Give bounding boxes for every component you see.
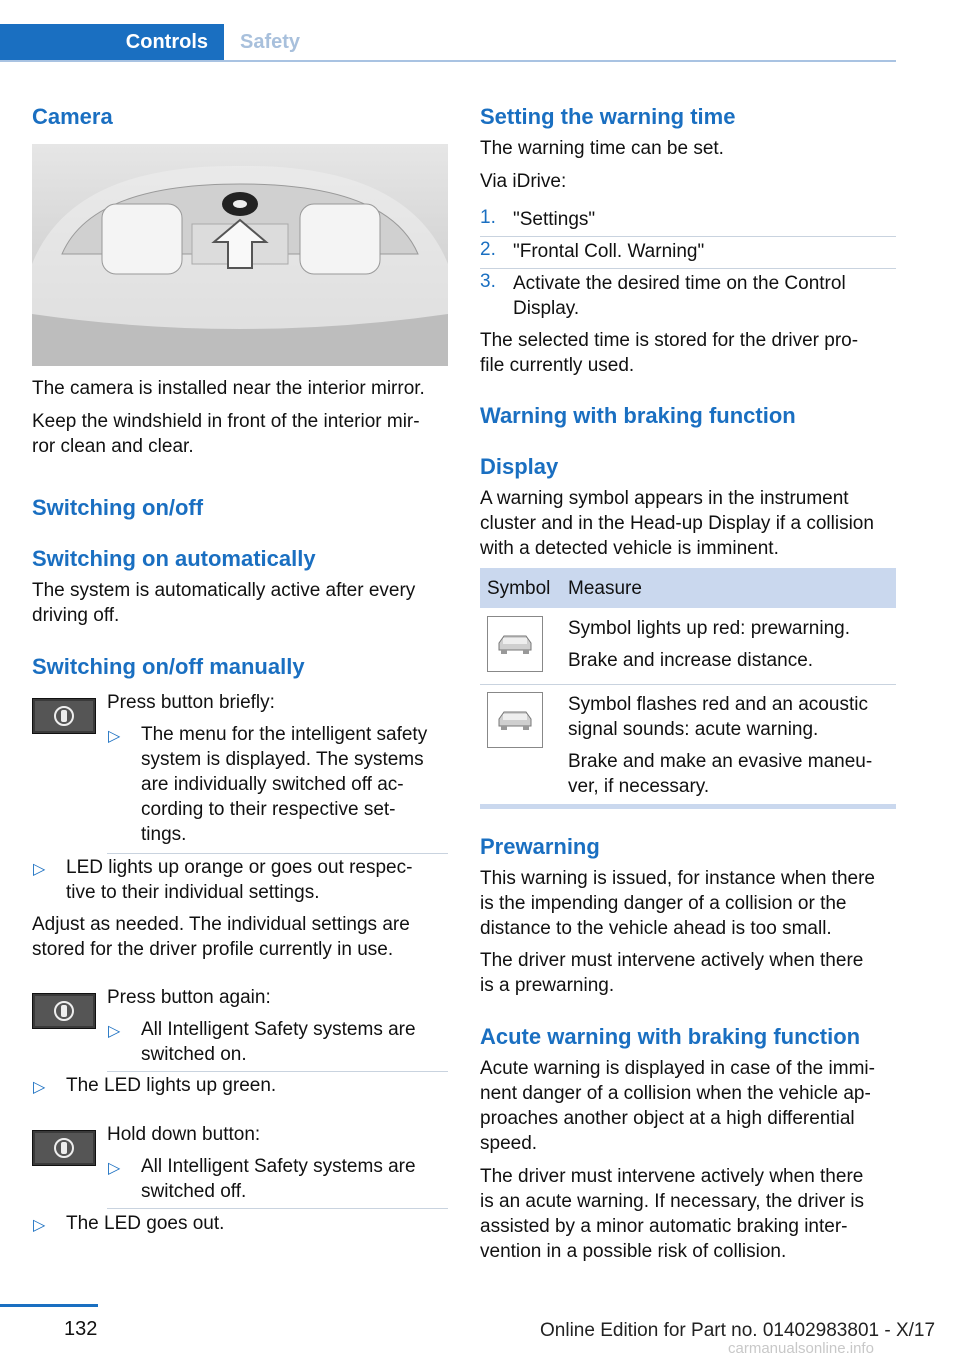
- press2-b1-l1: All Intelligent Safety systems are: [141, 1019, 416, 1040]
- footer-rule: [0, 1304, 98, 1307]
- braking-heading: Warning with braking function: [480, 403, 796, 428]
- step-3-cont: Display.: [513, 298, 580, 319]
- acute-p2-l2: is an acute warning. If necessary, the driver is: [480, 1191, 865, 1212]
- camera-photo: [32, 144, 448, 366]
- display-l2: cluster and in the Head-up Display if a collision: [480, 513, 874, 534]
- tab-controls[interactable]: [0, 24, 224, 62]
- press1-b1-l4: cording to their respective set-: [141, 799, 396, 820]
- press-briefly: Press button briefly:: [107, 692, 275, 713]
- switch-heading: Switching on/off: [32, 495, 204, 520]
- camera-para-1: The camera is installed near the interior mirror.: [32, 378, 425, 399]
- row1-l2: Brake and increase distance.: [568, 650, 814, 671]
- acute-heading: Acute warning with braking function: [480, 1024, 861, 1049]
- press1-b1-l5: tings.: [141, 824, 187, 845]
- safety-button-icon: [32, 993, 96, 1029]
- step-1-num: 1.: [480, 207, 496, 228]
- adjust-l1: Adjust as needed. The individual settings are: [32, 914, 410, 935]
- divider: [107, 853, 448, 854]
- warning-time-para: The warning time can be set.: [480, 138, 724, 159]
- manual-heading: Switching on/off manually: [32, 654, 305, 679]
- press-again: Press button again:: [107, 987, 271, 1008]
- press1-b2-l2: tive to their individual settings.: [66, 882, 320, 903]
- safety-button-icon: [32, 1130, 96, 1166]
- prewarn-p1-l2: is the impending danger of a collision or the: [480, 893, 847, 914]
- page-number: 132: [64, 1318, 98, 1340]
- divider: [107, 1208, 448, 1209]
- hold-b1-l2: switched off.: [141, 1181, 247, 1202]
- footer-edition: Online Edition for Part no. 01402983801 - X/17: [540, 1320, 936, 1341]
- press2-b2: The LED lights up green.: [66, 1075, 277, 1096]
- press1-b1-l1: The menu for the intelligent safety: [141, 724, 428, 745]
- watermark: carmanualsonline.info: [728, 1340, 874, 1357]
- table-bottom-rule: [480, 804, 896, 809]
- adjust-l2: stored for the driver profile currently in use.: [32, 939, 394, 960]
- step-1-text: "Settings": [513, 209, 596, 230]
- divider: [107, 1071, 448, 1072]
- divider: [480, 236, 896, 237]
- camera-para-2a: Keep the windshield in front of the interior mir-: [32, 411, 420, 432]
- stored-l2: file currently used.: [480, 355, 635, 376]
- table-col-measure: Measure: [568, 578, 642, 599]
- divider: [480, 268, 896, 269]
- bullet-icon: ▷: [108, 728, 121, 745]
- stored-l1: The selected time is stored for the driver pro-: [480, 330, 859, 351]
- table-row-separator: [480, 684, 896, 685]
- row2-l1: Symbol flashes red and an acoustic: [568, 694, 868, 715]
- hold-b2: The LED goes out.: [66, 1213, 225, 1234]
- table-col-symbol: Symbol: [487, 578, 551, 599]
- hold-b1-l1: All Intelligent Safety systems are: [141, 1156, 416, 1177]
- step-2-text: "Frontal Coll. Warning": [513, 241, 705, 262]
- row2-l4: ver, if necessary.: [568, 776, 710, 797]
- prewarn-p1-l3: distance to the vehicle ahead is too small.: [480, 918, 832, 939]
- press1-b2-l1: LED lights up orange or goes out respec-: [66, 857, 413, 878]
- acute-p1-l1: Acute warning is displayed in case of the immi-: [480, 1058, 875, 1079]
- prewarn-p1-l1: This warning is issued, for instance when there: [480, 868, 875, 889]
- acute-p1-l3: proaches another object at a high differential: [480, 1108, 855, 1129]
- press1-b1-l3: are individually switched off ac-: [141, 774, 404, 795]
- camera-heading: Camera: [32, 104, 113, 129]
- auto-line-1: The system is automatically active after every: [32, 580, 416, 601]
- acute-p2-l1: The driver must intervene actively when there: [480, 1166, 864, 1187]
- bullet-icon: ▷: [33, 1079, 46, 1096]
- car-warning-icon: [487, 616, 543, 672]
- acute-p1-l4: speed.: [480, 1133, 538, 1154]
- display-l1: A warning symbol appears in the instrument: [480, 488, 849, 509]
- warning-time-heading: Setting the warning time: [480, 104, 736, 129]
- acute-p2-l4: vention in a possible risk of collision.: [480, 1241, 787, 1262]
- header-rule: [0, 60, 896, 62]
- tab-safety[interactable]: Safety: [240, 31, 301, 53]
- bullet-icon: ▷: [108, 1160, 121, 1177]
- hold-down: Hold down button:: [107, 1124, 261, 1145]
- step-3-num: 3.: [480, 271, 496, 292]
- bullet-icon: ▷: [33, 861, 46, 878]
- camera-para-2b: ror clean and clear.: [32, 436, 194, 457]
- display-l3: with a detected vehicle is imminent.: [480, 538, 779, 559]
- camera-illustration: [32, 144, 448, 366]
- bullet-icon: ▷: [108, 1023, 121, 1040]
- acute-p2-l3: assisted by a minor automatic braking inter-: [480, 1216, 848, 1237]
- row1-l1: Symbol lights up red: prewarning.: [568, 618, 850, 639]
- car-warning-icon: [487, 692, 543, 748]
- press2-b1-l2: switched on.: [141, 1044, 247, 1065]
- row2-l3: Brake and make an evasive maneu-: [568, 751, 873, 772]
- acute-p1-l2: nent danger of a collision when the vehicle ap-: [480, 1083, 871, 1104]
- step-2-num: 2.: [480, 239, 496, 260]
- auto-heading: Switching on automatically: [32, 546, 316, 571]
- press1-b1-l2: system is displayed. The systems: [141, 749, 424, 770]
- prewarning-heading: Prewarning: [480, 834, 600, 859]
- auto-line-2: driving off.: [32, 605, 120, 626]
- tab-controls-label: Controls: [125, 31, 208, 53]
- prewarn-p2-l1: The driver must intervene actively when there: [480, 950, 864, 971]
- via-idrive: Via iDrive:: [480, 171, 567, 192]
- row2-l2: signal sounds: acute warning.: [568, 719, 819, 740]
- prewarn-p2-l2: is a prewarning.: [480, 975, 615, 996]
- bullet-icon: ▷: [33, 1217, 46, 1234]
- display-heading: Display: [480, 454, 559, 479]
- step-3-text: Activate the desired time on the Control: [513, 273, 846, 294]
- safety-button-icon: [32, 698, 96, 734]
